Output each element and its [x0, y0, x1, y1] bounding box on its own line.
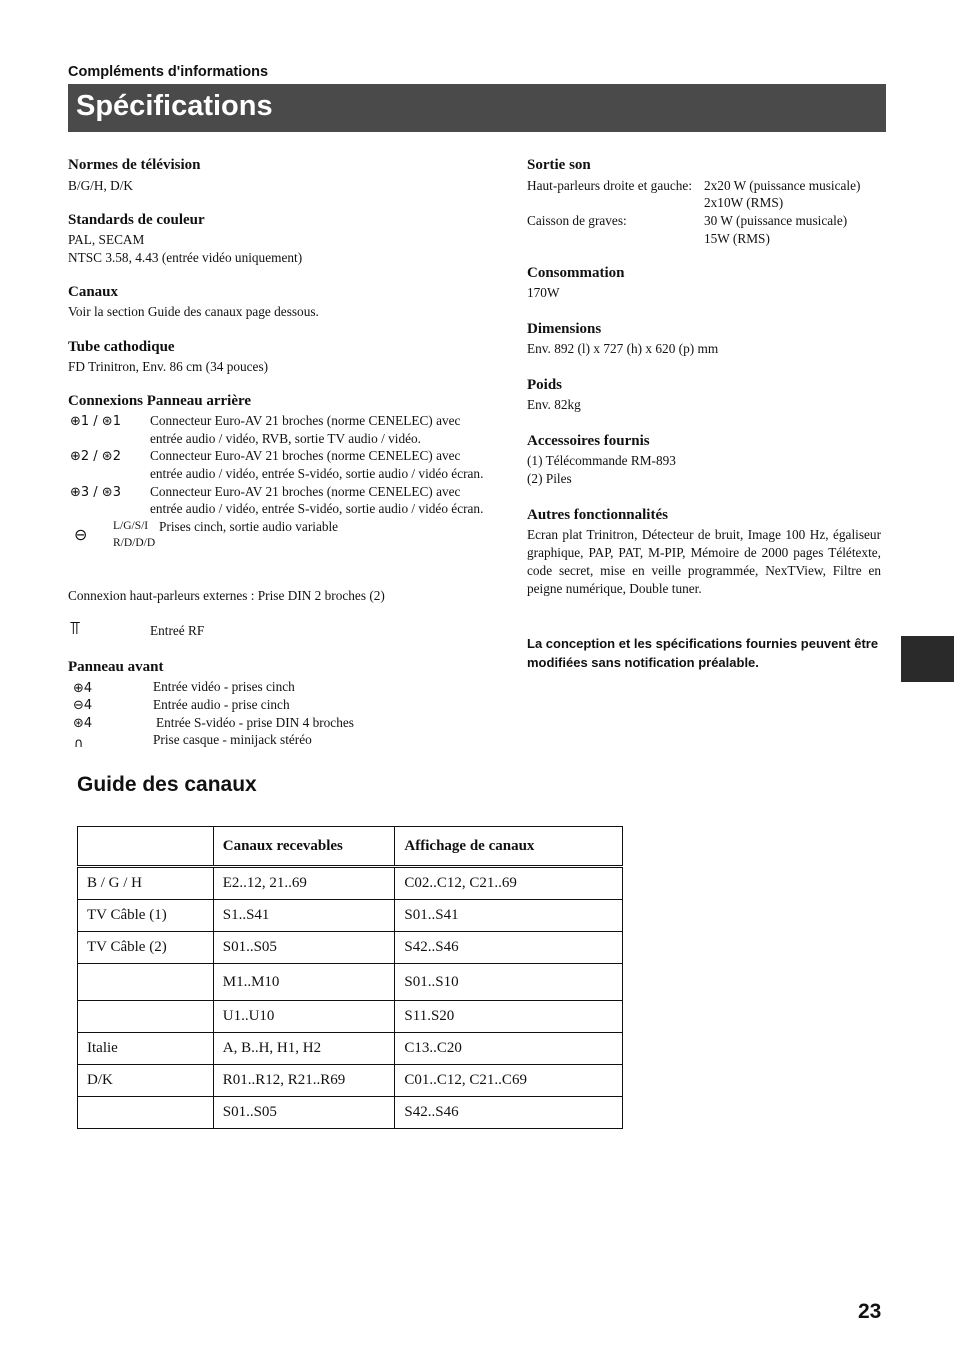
- table-header-cell: Canaux recevables: [213, 827, 395, 867]
- color-standards-line2: NTSC 3.58, 4.43 (entrée vidéo uniquement): [68, 250, 303, 265]
- table-cell: [78, 964, 214, 1001]
- table-cell: [78, 1097, 214, 1129]
- antenna-icon: ⫪: [70, 618, 81, 639]
- front-audio-text: Entrée audio - prise cinch: [153, 697, 290, 712]
- front-panel-heading: Panneau avant: [68, 659, 164, 675]
- table-cell: S01..S41: [395, 900, 623, 932]
- scart-2-line1: Connecteur Euro-AV 21 broches (norme CENELEC) avec: [150, 448, 461, 463]
- other-features-heading: Autres fonctionnalités: [527, 507, 668, 523]
- table-cell: Italie: [78, 1033, 214, 1065]
- table-cell: D/K: [78, 1065, 214, 1097]
- table-row: [78, 1001, 623, 1033]
- table-header-cell: Affichage de canaux: [395, 827, 623, 867]
- tv-standards-heading: Normes de télévision: [68, 157, 201, 173]
- audio-out-icon: ⊖: [74, 525, 88, 544]
- front-video-text: Entrée vidéo - prises cinch: [153, 679, 295, 694]
- page-number: 23: [858, 1300, 882, 1323]
- table-cell: E2..12, 21..69: [213, 867, 395, 900]
- scart-1-line2: entrée audio / vidéo, RVB, sortie TV audio / vidéo.: [150, 431, 421, 446]
- table-row: [78, 900, 623, 932]
- dimensions-heading: Dimensions: [527, 321, 602, 337]
- accessories-line2: (2) Piles: [527, 471, 572, 486]
- table-row: [78, 1065, 623, 1097]
- channel-guide-table: [77, 826, 623, 1129]
- lr-speakers-value1: 2x20 W (puissance musicale): [704, 178, 861, 193]
- page-title-bar: [68, 84, 886, 132]
- scart-3-line2: entrée audio / vidéo, entrée S-vidéo, sortie audio / vidéo écran.: [150, 501, 484, 516]
- table-cell: U1..U10: [213, 1001, 395, 1033]
- color-standards-heading: Standards de couleur: [68, 212, 205, 228]
- table-cell: S01..S05: [213, 1097, 395, 1129]
- tube-value: FD Trinitron, Env. 86 cm (34 pouces): [68, 359, 269, 374]
- table-cell: C01..C12, C21..C69: [395, 1065, 623, 1097]
- dimensions-value: Env. 892 (l) x 727 (h) x 620 (p) mm: [527, 341, 719, 356]
- audio-in-icon: ⊖4: [73, 698, 93, 713]
- video-in-icon: ⊕4: [73, 681, 93, 696]
- table-cell: TV Câble (2): [78, 932, 214, 964]
- table-cell: S01..S10: [395, 964, 623, 1001]
- table-header-cell: [78, 827, 214, 867]
- other-features-text: Ecran plat Trinitron, Détecteur de bruit, Image 100 Hz, égaliseur graphique, PAP, PAT, M-PIP, Mémoire de 2000 pages Télétexte, code secret, mise en veille programmée, NexTView, Filtre en peigne numérique, Double tuner.: [527, 527, 881, 596]
- speakers-connection: Connexion haut-parleurs externes : Prise DIN 2 broches (2): [68, 588, 385, 603]
- scart-1-icon: ⊕1 / ⊛1: [70, 414, 121, 429]
- accessories-heading: Accessoires fournis: [527, 433, 650, 449]
- table-cell: R01..R12, R21..R69: [213, 1065, 395, 1097]
- front-headphones-text: Prise casque - minijack stéréo: [153, 732, 312, 747]
- channels-value: Voir la section Guide des canaux page dessous.: [68, 304, 319, 319]
- scart-2-icon: ⊕2 / ⊛2: [70, 449, 121, 464]
- channels-heading: Canaux: [68, 284, 119, 300]
- tv-standards-value: B/G/H, D/K: [68, 178, 134, 193]
- scart-3-line1: Connecteur Euro-AV 21 broches (norme CENELEC) avec: [150, 484, 461, 499]
- scart-3-icon: ⊕3 / ⊛3: [70, 485, 121, 500]
- accessories-line1: (1) Télécommande RM-893: [527, 453, 676, 468]
- table-cell: B / G / H: [78, 867, 214, 900]
- section-label: Compléments d'informations: [68, 64, 269, 80]
- weight-heading: Poids: [527, 377, 563, 393]
- table-row: [78, 964, 623, 1001]
- disclaimer-notice: La conception et les spécifications fournies peuvent être modifiées sans notification préalable.: [527, 636, 879, 670]
- table-row: [78, 1097, 623, 1129]
- table-cell: M1..M10: [213, 964, 395, 1001]
- scart-2-line2: entrée audio / vidéo, entrée S-vidéo, sortie audio / vidéo écran.: [150, 466, 484, 481]
- subwoofer-label: Caisson de graves:: [527, 213, 627, 228]
- color-standards-line1: PAL, SECAM: [68, 232, 145, 247]
- weight-value: Env. 82kg: [527, 397, 581, 412]
- sound-heading: Sortie son: [527, 157, 591, 173]
- table-cell: TV Câble (1): [78, 900, 214, 932]
- headphones-icon: ∩: [74, 736, 84, 751]
- table-header-row: [78, 827, 623, 867]
- scart-1-line1: Connecteur Euro-AV 21 broches (norme CENELEC) avec: [150, 413, 461, 428]
- table-row: [78, 932, 623, 964]
- lr-speakers-label: Haut-parleurs droite et gauche:: [527, 178, 693, 193]
- table-cell: [78, 1001, 214, 1033]
- subwoofer-value2: 15W (RMS): [704, 231, 770, 246]
- front-svideo-text: Entrée S-vidéo - prise DIN 4 broches: [156, 715, 354, 730]
- table-cell: C02..C12, C21..69: [395, 867, 623, 900]
- audio-out-text: Prises cinch, sortie audio variable: [159, 519, 339, 534]
- table-cell: S1..S41: [213, 900, 395, 932]
- consumption-value: 170W: [527, 285, 560, 300]
- subwoofer-value1: 30 W (puissance musicale): [704, 213, 848, 228]
- consumption-heading: Consommation: [527, 265, 625, 281]
- lr-speakers-value2: 2x10W (RMS): [704, 195, 784, 210]
- chapter-tab: [901, 636, 954, 682]
- table-cell: S42..S46: [395, 1097, 623, 1129]
- table-cell: S42..S46: [395, 932, 623, 964]
- page-title: Spécifications: [76, 90, 273, 122]
- audio-out-label-bottom: R/D/D/D: [113, 537, 156, 549]
- tube-heading: Tube cathodique: [68, 339, 175, 355]
- rear-panel-heading: Connexions Panneau arrière: [68, 393, 252, 409]
- table-cell: C13..C20: [395, 1033, 623, 1065]
- table-row: [78, 1033, 623, 1065]
- audio-out-label-top: L/G/S/I: [113, 520, 149, 532]
- table-row: [78, 867, 623, 900]
- s-video-icon: ⊛4: [73, 716, 93, 731]
- channel-guide-title: Guide des canaux: [77, 773, 257, 796]
- table-cell: S01..S05: [213, 932, 395, 964]
- table-cell: S11.S20: [395, 1001, 623, 1033]
- rf-input-text: Entreé RF: [150, 623, 205, 638]
- table-cell: A, B..H, H1, H2: [213, 1033, 395, 1065]
